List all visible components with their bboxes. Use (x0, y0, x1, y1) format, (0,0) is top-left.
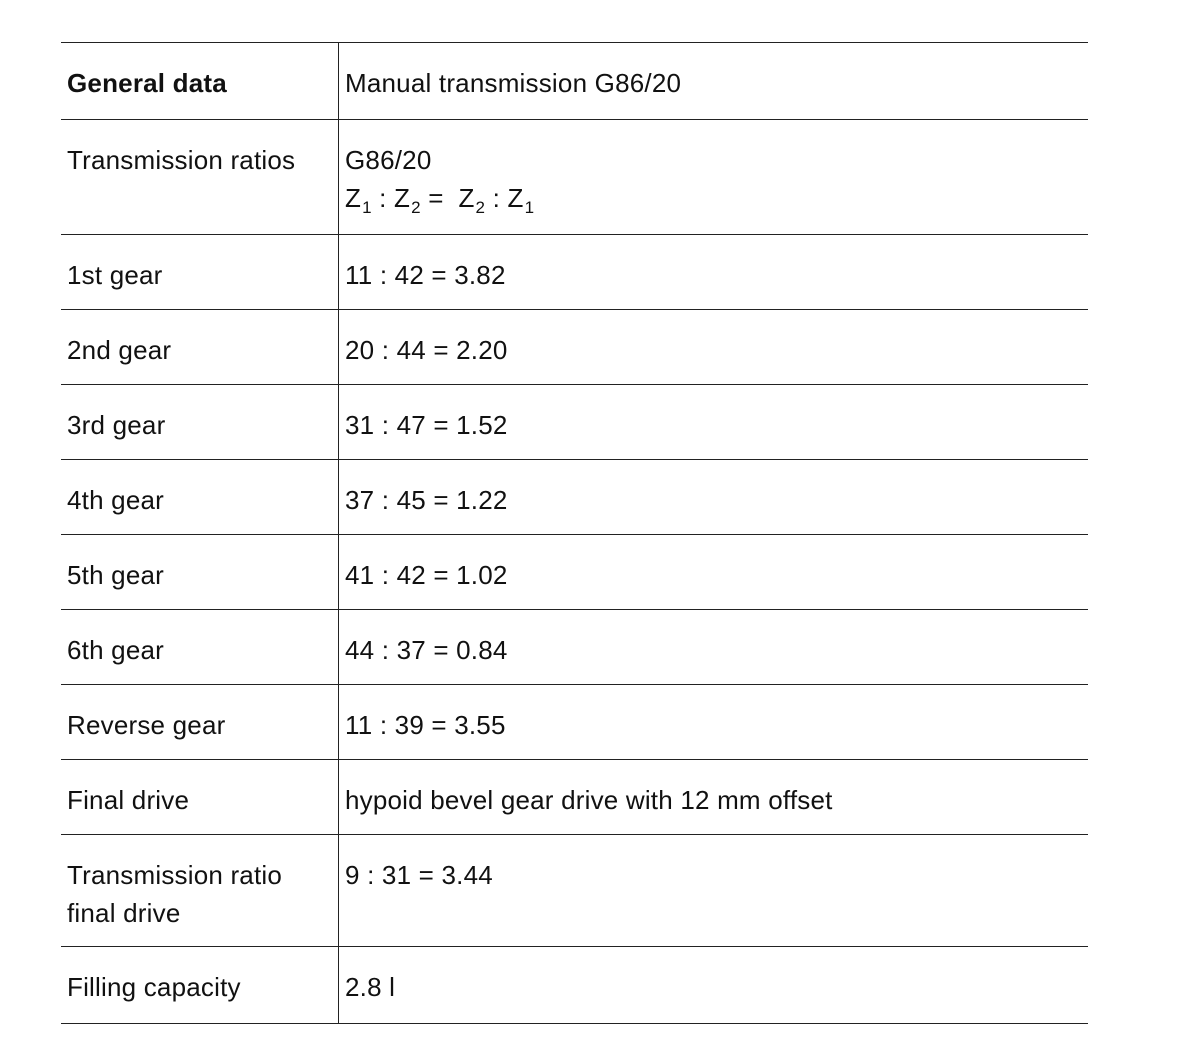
row-label: 1st gear (67, 260, 163, 290)
final-ratio-label (61, 835, 338, 946)
final-ratio-label-line-1: Transmission ratio (67, 860, 283, 890)
formula-z2b-sub: 2 (475, 198, 486, 217)
row-value: 41 : 42 = 1.02 (338, 535, 1088, 609)
table-row (61, 310, 1088, 385)
row-label: 3rd gear (67, 410, 166, 440)
row-label: 5th gear (67, 560, 165, 590)
final-ratio-label-line-2: final drive (67, 898, 181, 928)
formula-colon-2: : (485, 183, 508, 213)
ratios-value (338, 120, 1088, 234)
row-value: 44 : 37 = 0.84 (338, 610, 1088, 684)
table-row (61, 610, 1088, 685)
row-label: 6th gear (67, 635, 165, 665)
row-value: 20 : 44 = 2.20 (338, 310, 1088, 384)
formula-z2: Z (394, 183, 411, 213)
table-header-row (61, 43, 1088, 120)
table-row (61, 685, 1088, 760)
row-label: Final drive (67, 785, 190, 815)
formula-z1b: Z (507, 183, 524, 213)
filling-capacity-value: 2.8 l (338, 947, 1088, 1023)
formula-colon-1: : (371, 183, 395, 213)
filling-capacity-label: Filling capacity (67, 972, 241, 1002)
row-value: 11 : 39 = 3.55 (338, 685, 1088, 759)
formula-z1b-sub: 1 (524, 198, 535, 217)
ratios-label: Transmission ratios (67, 145, 296, 175)
formula-z1-sub: 1 (362, 198, 372, 217)
final-ratio-row (61, 835, 1088, 947)
general-data-table (61, 42, 1088, 1024)
row-value: 11 : 42 = 3.82 (338, 235, 1088, 309)
row-value: 37 : 45 = 1.22 (338, 460, 1088, 534)
table-row (61, 385, 1088, 460)
row-label: 4th gear (67, 485, 165, 515)
formula-z2-sub: 2 (411, 198, 421, 217)
formula-z1: Z (345, 183, 362, 213)
row-label: Reverse gear (67, 710, 226, 740)
table-row (61, 460, 1088, 535)
ratio-formula (345, 179, 1088, 221)
model-name: G86/20 (345, 145, 432, 175)
table-row (61, 760, 1088, 835)
table-row (61, 535, 1088, 610)
table-row (61, 235, 1088, 310)
ratios-header-row (61, 120, 1088, 235)
header-label: General data (67, 68, 227, 98)
final-ratio-value: 9 : 31 = 3.44 (338, 835, 1088, 946)
header-value: Manual transmission G86/20 (338, 43, 1088, 119)
formula-equals: = (420, 183, 459, 213)
filling-capacity-row (61, 947, 1088, 1024)
formula-z2b: Z (458, 183, 475, 213)
row-label: 2nd gear (67, 335, 172, 365)
row-value: 31 : 47 = 1.52 (338, 385, 1088, 459)
row-value: hypoid bevel gear drive with 12 mm offset (338, 760, 1088, 834)
